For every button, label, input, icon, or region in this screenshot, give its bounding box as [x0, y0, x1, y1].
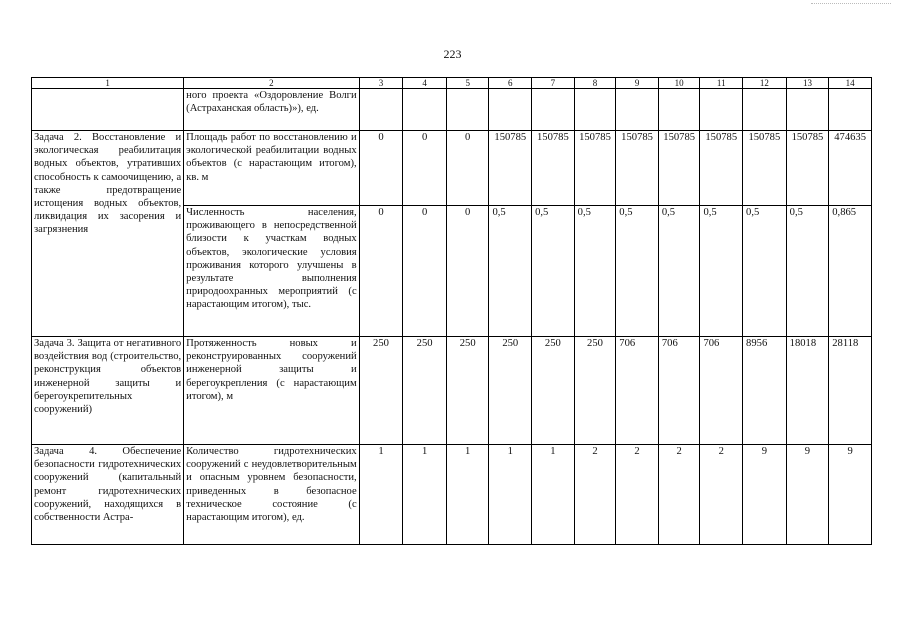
value-cell: [786, 89, 829, 131]
value-cell: 8956: [743, 337, 787, 445]
value-cell: [446, 89, 489, 131]
value-cell: 0,5: [743, 206, 787, 337]
value-cell: [743, 89, 787, 131]
column-number-header: 4: [403, 78, 447, 89]
value-cell: 0,5: [700, 206, 743, 337]
table-body: [32, 78, 872, 545]
value-cell: 0: [446, 131, 489, 206]
column-number-header: 3: [359, 78, 403, 89]
value-cell: 0,5: [574, 206, 616, 337]
value-cell: [359, 89, 403, 131]
value-cell: 0: [403, 131, 447, 206]
task-cell: Задача 4. Обеспечение безопасности гидротехнических сооружений (капитальный ремонт гидротехнических сооружений, находящихся в собственности Астра-: [32, 445, 184, 545]
column-number-header: 13: [786, 78, 829, 89]
value-cell: 250: [359, 337, 403, 445]
value-cell: 150785: [574, 131, 616, 206]
value-cell: [658, 89, 700, 131]
value-cell: 150785: [743, 131, 787, 206]
value-cell: 1: [446, 445, 489, 545]
value-cell: 9: [786, 445, 829, 545]
value-cell: 28118: [829, 337, 872, 445]
task-cell-empty: [32, 89, 184, 131]
table-row: [32, 89, 872, 131]
value-cell: 250: [532, 337, 575, 445]
task-cell: Задача 2. Восстановление и экологическая реабилитация водных объектов, утративших способность к самоочищению, а также предотвращение истощения водных объектов, ликвидация их засорения и загрязнения: [32, 131, 184, 337]
indicator-cell: ного проекта «Оздоровление Волги (Астраханская область)»), ед.: [184, 89, 360, 131]
scan-artifact: [811, 3, 891, 5]
table-row: [32, 445, 872, 545]
value-cell: 2: [574, 445, 616, 545]
column-number-header: 9: [616, 78, 659, 89]
value-cell: 250: [403, 337, 447, 445]
value-cell: 150785: [786, 131, 829, 206]
table-row: [32, 337, 872, 445]
value-cell: [616, 89, 659, 131]
value-cell: 0: [446, 206, 489, 337]
column-number-header: 14: [829, 78, 872, 89]
value-cell: 2: [700, 445, 743, 545]
value-cell: 0: [359, 131, 403, 206]
value-cell: 1: [359, 445, 403, 545]
table-row: [32, 131, 872, 206]
column-number-row: [32, 78, 872, 89]
value-cell: 1: [489, 445, 532, 545]
value-cell: 706: [616, 337, 659, 445]
value-cell: [403, 89, 447, 131]
value-cell: 9: [743, 445, 787, 545]
value-cell: 250: [489, 337, 532, 445]
value-cell: 0,5: [489, 206, 532, 337]
value-cell: 474635: [829, 131, 872, 206]
value-cell: 0,5: [786, 206, 829, 337]
column-number-header: 12: [743, 78, 787, 89]
indicator-cell: Численность населения, проживающего в непосредственной близости к участкам водных объектов, экологические условия проживания которого улучшены в результате выполнения природоохранных мероприятий (с нарастающим итогом), тыс.: [184, 206, 360, 337]
value-cell: 150785: [616, 131, 659, 206]
column-number-header: 1: [32, 78, 184, 89]
column-number-header: 8: [574, 78, 616, 89]
value-cell: 1: [403, 445, 447, 545]
column-number-header: 6: [489, 78, 532, 89]
value-cell: 0: [359, 206, 403, 337]
task-cell: Задача 3. Защита от негативного воздействия вод (строительство, реконструкция объектов инженерной защиты и берегоукрепительных сооружений): [32, 337, 184, 445]
value-cell: 150785: [532, 131, 575, 206]
value-cell: 150785: [489, 131, 532, 206]
page-number: 223: [443, 47, 462, 61]
column-number-header: 5: [446, 78, 489, 89]
value-cell: 250: [446, 337, 489, 445]
value-cell: 0,865: [829, 206, 872, 337]
value-cell: [700, 89, 743, 131]
indicator-cell: Количество гидротехнических сооружений с неудовлетворительным и опасным уровнем безопасности, приведенных в безопасное техническое состояние (с нарастающим итогом), ед.: [184, 445, 360, 545]
value-cell: 706: [658, 337, 700, 445]
value-cell: 18018: [786, 337, 829, 445]
indicator-cell: Площадь работ по восстановлению и экологической реабилитации водных объектов (с нарастающим итогом), кв. м: [184, 131, 360, 206]
column-number-header: 7: [532, 78, 575, 89]
value-cell: 0: [403, 206, 447, 337]
value-cell: 1: [532, 445, 575, 545]
value-cell: 150785: [658, 131, 700, 206]
value-cell: 2: [616, 445, 659, 545]
value-cell: 706: [700, 337, 743, 445]
value-cell: 2: [658, 445, 700, 545]
value-cell: [489, 89, 532, 131]
column-number-header: 10: [658, 78, 700, 89]
value-cell: [532, 89, 575, 131]
value-cell: 250: [574, 337, 616, 445]
value-cell: 0,5: [616, 206, 659, 337]
value-cell: 150785: [700, 131, 743, 206]
column-number-header: 11: [700, 78, 743, 89]
column-number-header: 2: [184, 78, 360, 89]
value-cell: [829, 89, 872, 131]
value-cell: [574, 89, 616, 131]
value-cell: 9: [829, 445, 872, 545]
value-cell: 0,5: [658, 206, 700, 337]
indicator-cell: Протяженность новых и реконструированных сооружений инженерной защиты и берегоукрепления (с нарастающим итогом), м: [184, 337, 360, 445]
value-cell: 0,5: [532, 206, 575, 337]
indicators-table: [31, 77, 872, 545]
